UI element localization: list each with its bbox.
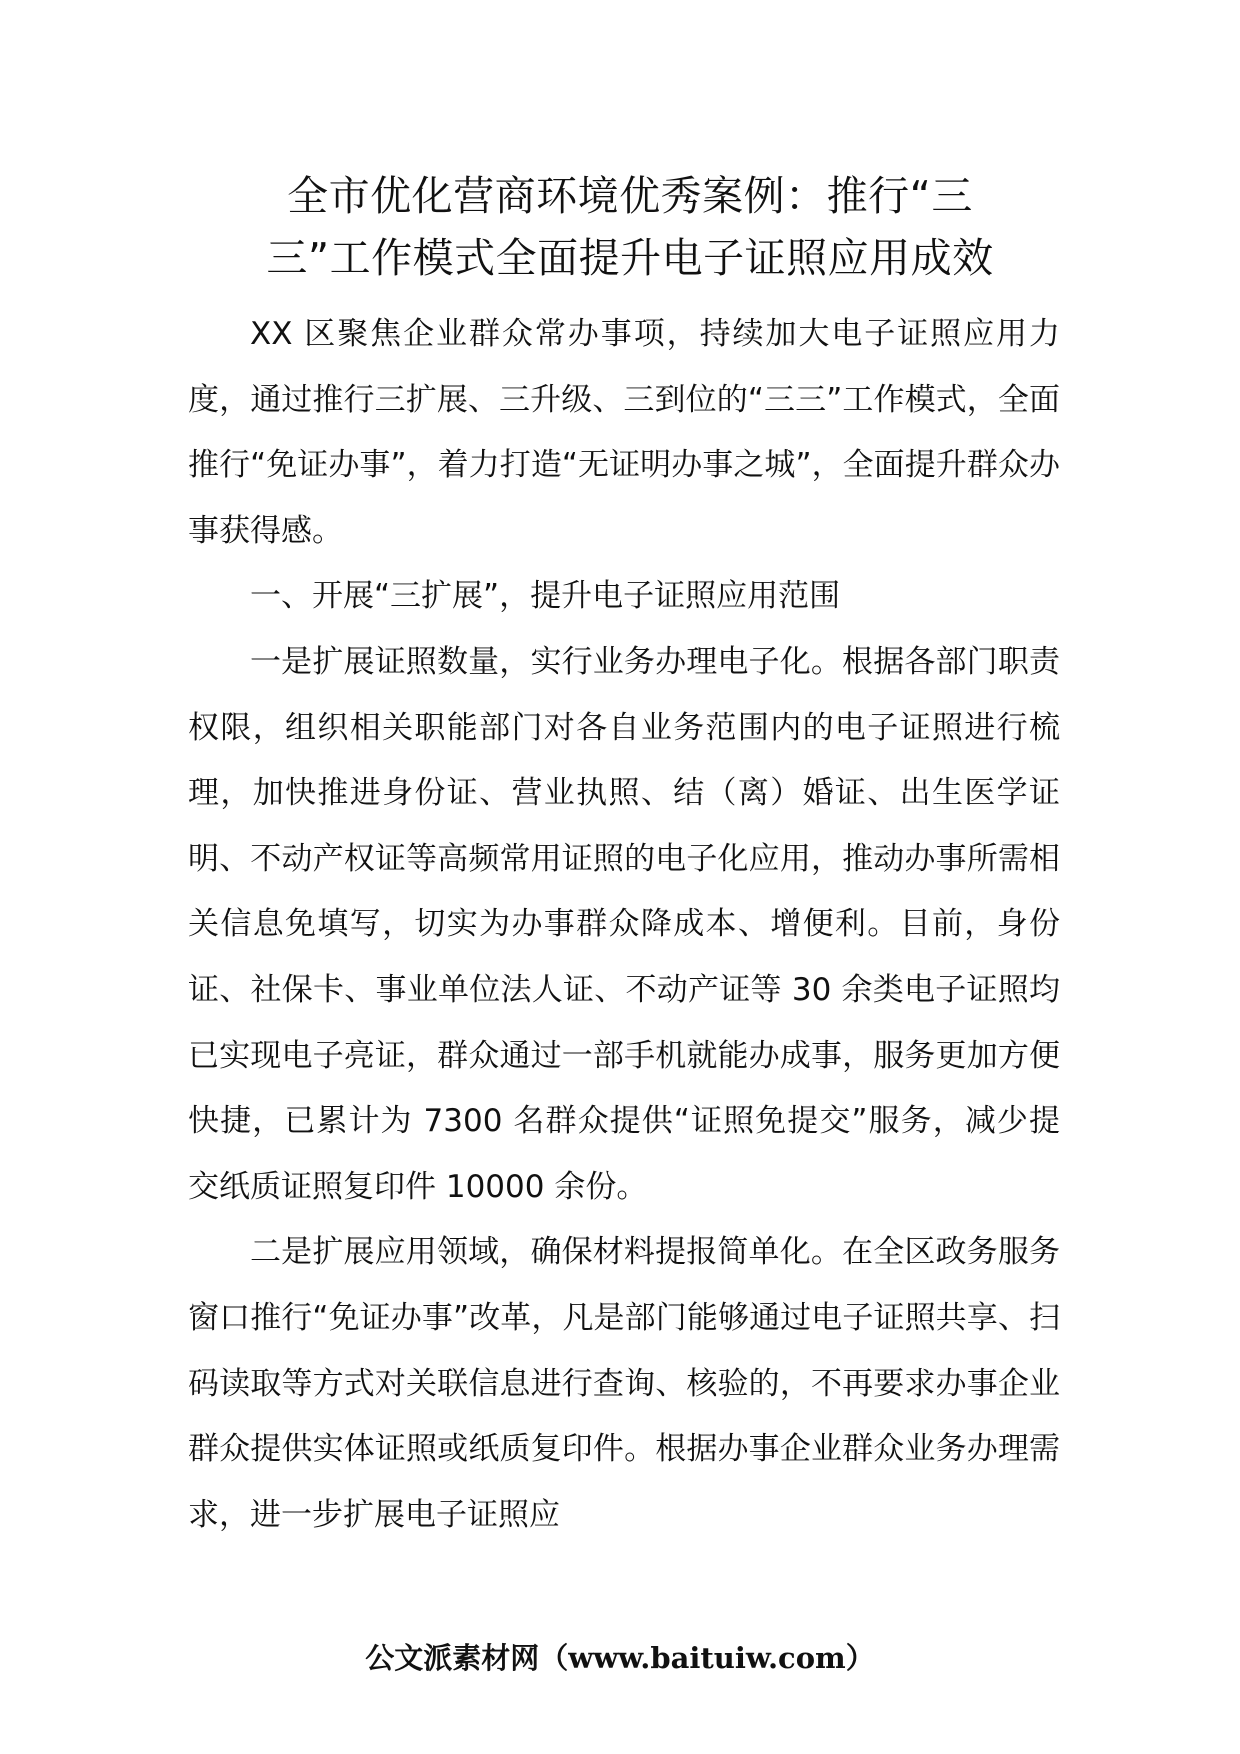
section-heading: 一、开展“三扩展”，提升电子证照应用范围 (250, 578, 841, 615)
title-line-2: 三”工作模式全面提升电子证照应用成效 (266, 234, 994, 282)
document-title (190, 165, 1070, 289)
body-paragraph-2: 二是扩展应用领域，确保材料提报简单化。在全区政务服务窗口推行“免证办事”改革，凡是部门能够通过电子证照共享、扫码读取等方式对关联信息进行查询、核验的，不再要求办事企业群众提供实体证照或纸质复印件。根据办事企业群众业务办理需求，进一步扩展电子证照应 (188, 1234, 1060, 1533)
intro-paragraph: XX 区聚焦企业群众常办事项，持续加大电子证照应用力度，通过推行三扩展、三升级、三到位的“三三”工作模式，全面推行“免证办事”，着力打造“无证明办事之城”，全面提升群众办事获得感。 (188, 316, 1060, 549)
title-line-1: 全市优化营商环境优秀案例：推行“三 (287, 172, 973, 220)
document-body (188, 302, 1060, 1548)
body-paragraph-1: 一是扩展证照数量，实行业务办理电子化。根据各部门职责权限，组织相关职能部门对各自业务范围内的电子证照进行梳理，加快推进身份证、营业执照、结（离）婚证、出生医学证明、不动产权证等高频常用证照的电子化应用，推动办事所需相关信息免填写，切实为办事群众降成本、增便利。目前，身份证、社保卡、事业单位法人证、不动产证等 30 余类电子证照均已实现电子亮证，群众通过一部手机就能办成事，服务更加方便快捷，已累计为 7300 名群众提供“证照免提交”服务，减少提交纸质证照复印件 10000 余份。 (188, 643, 1060, 1205)
footer-watermark: 公文派素材网（www.baituiw.com） (365, 1641, 875, 1675)
